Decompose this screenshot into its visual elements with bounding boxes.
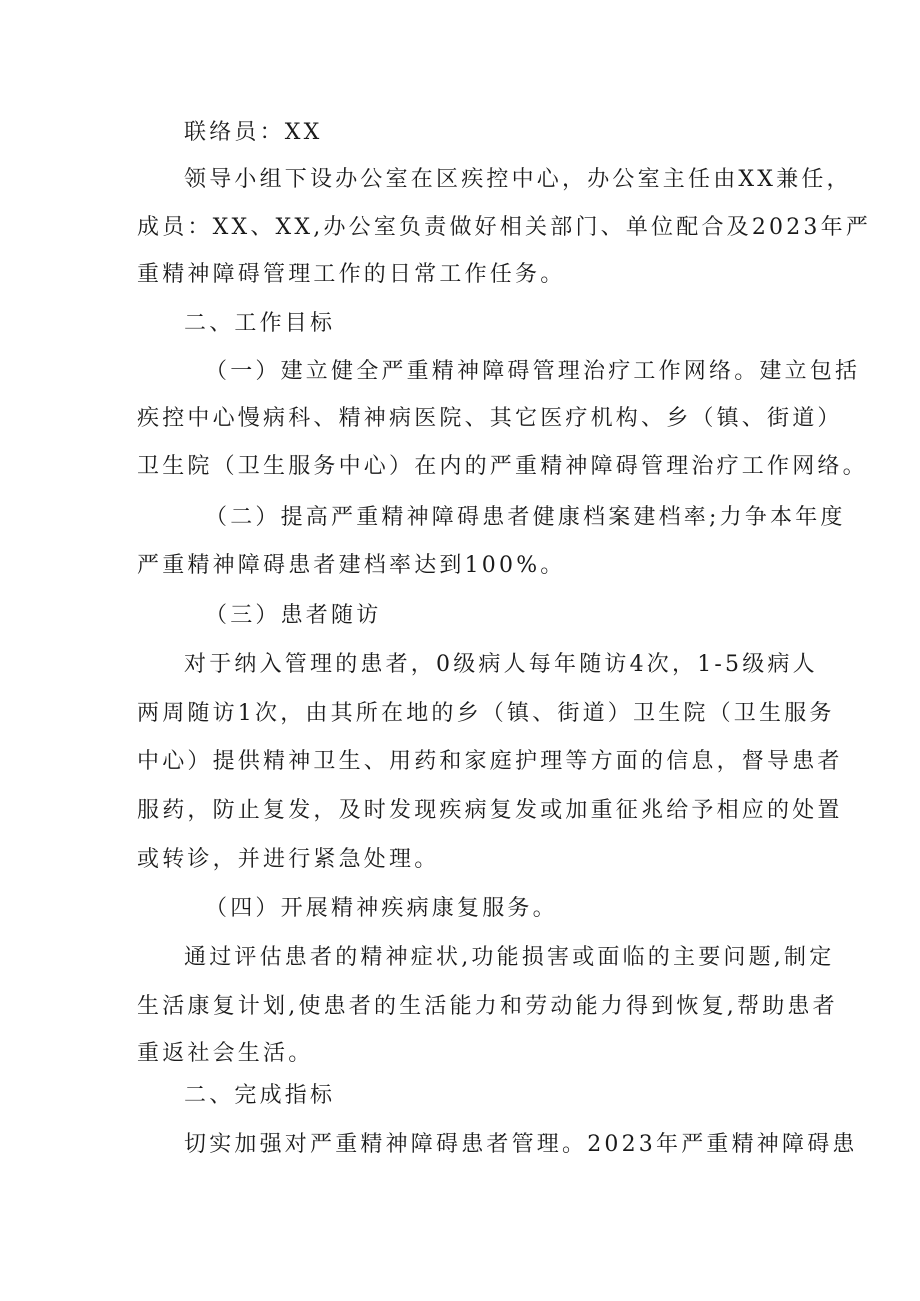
item-one-line-1: （一）建立健全严重精神障碍管理治疗工作网络。建立包括 bbox=[205, 359, 861, 384]
section-heading-completion-indicators: 二、完成指标 bbox=[184, 1083, 336, 1108]
paragraph-office-line-2: 成员：XX、XX,办公室负责做好相关部门、单位配合及2023年严 bbox=[137, 215, 872, 240]
followup-line-3: 中心）提供精神卫生、用药和家庭护理等方面的信息，督导患者 bbox=[137, 749, 843, 774]
item-two-line-2: 严重精神障碍患者建档率达到100%。 bbox=[137, 553, 566, 578]
item-four-heading: （四）开展精神疾病康复服务。 bbox=[205, 896, 558, 921]
section-heading-work-goals: 二、工作目标 bbox=[184, 311, 336, 336]
item-one-line-3: 卫生院（卫生服务中心）在内的严重精神障碍管理治疗工作网络。 bbox=[137, 454, 868, 479]
liaison-line: 联络员：XX bbox=[184, 120, 323, 145]
followup-line-5: 或转诊，并进行紧急处理。 bbox=[137, 847, 440, 872]
paragraph-office-line-1: 领导小组下设办公室在区疾控中心，办公室主任由XX兼任， bbox=[184, 167, 852, 192]
indicator-line-1: 切实加强对严重精神障碍患者管理。2023年严重精神障碍患 bbox=[184, 1132, 858, 1157]
rehab-line-2: 生活康复计划,使患者的生活能力和劳动能力得到恢复,帮助患者 bbox=[137, 994, 838, 1019]
rehab-line-3: 重返社会生活。 bbox=[137, 1041, 314, 1066]
item-two-line-1: （二）提高严重精神障碍患者健康档案建档率;力争本年度 bbox=[205, 505, 846, 530]
rehab-line-1: 通过评估患者的精神症状,功能损害或面临的主要问题,制定 bbox=[184, 945, 835, 970]
item-three-heading: （三）患者随访 bbox=[205, 603, 382, 628]
paragraph-office-line-3: 重精神障碍管理工作的日常工作任务。 bbox=[137, 262, 566, 287]
followup-line-1: 对于纳入管理的患者，0级病人每年随访4次，1-5级病人 bbox=[184, 652, 818, 677]
followup-line-4: 服药，防止复发，及时发现疾病复发或加重征兆给予相应的处置 bbox=[137, 798, 843, 823]
followup-line-2: 两周随访1次，由其所在地的乡（镇、街道）卫生院（卫生服务 bbox=[137, 701, 835, 726]
item-one-line-2: 疾控中心慢病科、精神病医院、其它医疗机构、乡（镇、街道） bbox=[137, 406, 843, 431]
